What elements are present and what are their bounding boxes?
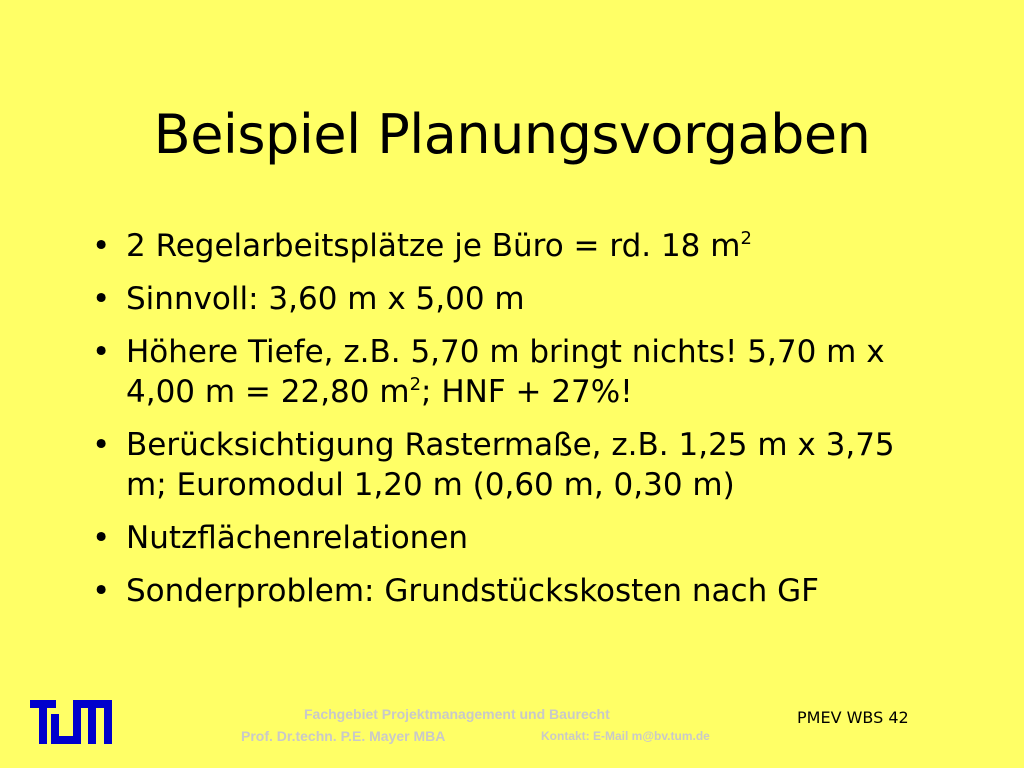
bullet-text: Höhere Tiefe, z.B. 5,70 m bringt nichts! 5,70 m x 4,00 m = 22,80 m [126,334,885,410]
bullet-text: Sinnvoll: 3,60 m x 5,00 m [126,281,525,317]
footer-professor: Prof. Dr.techn. P.E. Mayer MBA [241,728,446,744]
bullet-icon: • [92,573,111,609]
slide-reference: PMEV WBS 42 [797,708,909,727]
bullet-item [92,279,932,319]
slide-title: Beispiel Planungsvorgaben [153,103,871,166]
bullet-list [92,226,932,624]
bullet-text: 2 Regelarbeitsplätze je Büro = rd. 18 m [126,228,741,264]
bullet-superscript: 2 [740,228,752,249]
bullet-superscript: 2 [409,374,422,395]
bullet-text-after: ; HNF + 27%! [421,374,633,410]
bullet-item [92,571,932,611]
bullet-text: Berücksichtigung Rastermaße, z.B. 1,25 m x 3,75 m; Euromodul 1,20 m (0,60 m, 0,30 m) [126,427,895,503]
bullet-item [92,226,932,266]
bullet-item [92,518,932,558]
bullet-text: Nutzflächenrelationen [126,520,469,556]
footer-contact: Kontakt: E-Mail m@bv.tum.de [541,729,710,743]
bullet-item [92,332,932,412]
bullet-icon: • [92,281,111,317]
tum-logo-icon [30,700,112,744]
bullet-icon: • [92,228,111,264]
bullet-item [92,425,932,505]
footer-department: Fachgebiet Projektmanagement und Baurecht [304,706,610,722]
bullet-icon: • [92,520,111,556]
bullet-text: Sonderproblem: Grundstückskosten nach GF [126,573,819,609]
bullet-icon: • [92,427,111,463]
bullet-icon: • [92,334,111,370]
